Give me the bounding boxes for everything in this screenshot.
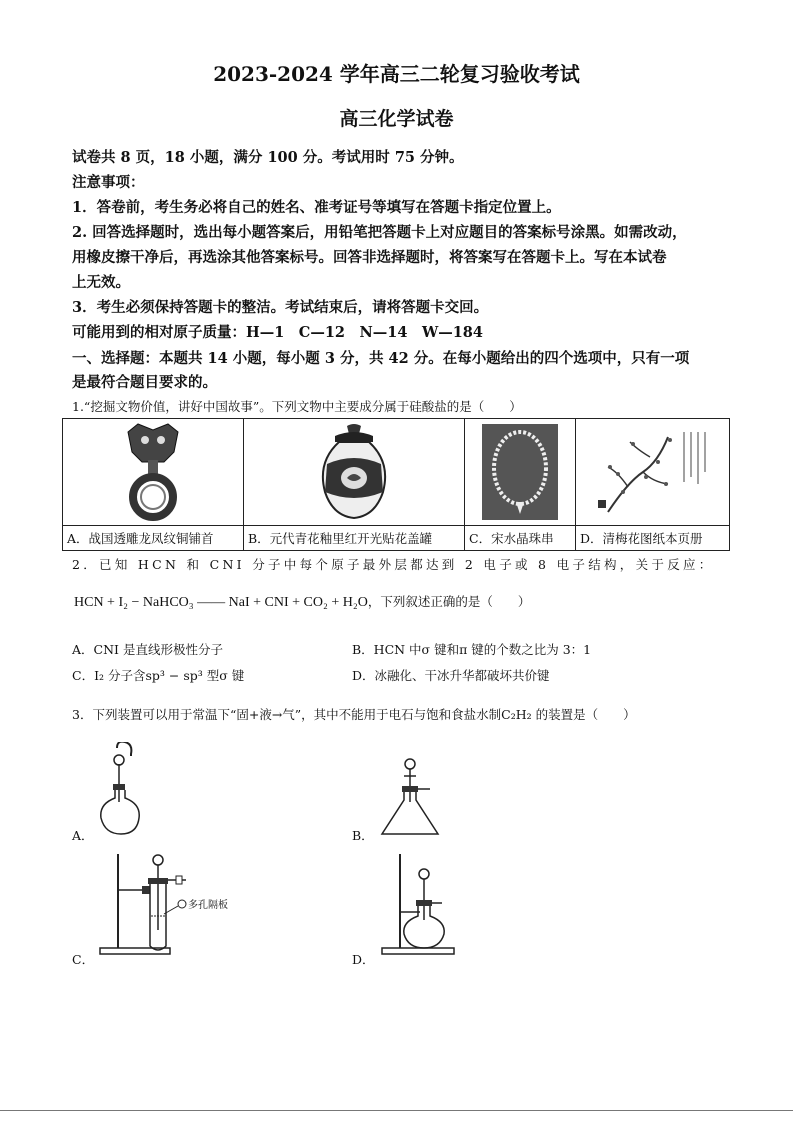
- q1-option-c-cell: [465, 419, 576, 551]
- exam-title: 2023-2024 学年高三二轮复习验收考试: [213, 62, 580, 86]
- q3-apparatus-a: [95, 742, 155, 841]
- q1-option-a: A．战国透雕龙凤纹铜铺首: [63, 525, 243, 550]
- q2-option-b: B．HCN 中σ 键和π 键的个数之比为 3：1: [352, 642, 592, 657]
- section-heading-line-2: 是最符合题目要求的。: [72, 374, 217, 391]
- q3-option-d-label: D．: [352, 952, 375, 967]
- notice-item-2-line-3: 上无效。: [72, 274, 130, 291]
- q1-option-c: C．宋水晶珠串: [465, 525, 575, 550]
- bronze-door-knocker-image: [63, 419, 243, 525]
- q1-option-b: B．元代青花釉里红开光贴花盖罐: [244, 525, 464, 550]
- notice-item-2-line-1: 2. 回答选择题时，选出每小题答案后，用铅笔把答题卡上对应题目的答案标号涂黑。如需改动，: [72, 224, 687, 241]
- notice-title: 注意事项：: [72, 174, 145, 191]
- q1-option-a-cell: [63, 419, 244, 551]
- q2-equation: HCN + I₂ − NaHCO₃ —— NaI + CNI + CO₂ + H₂O: [74, 595, 368, 610]
- notice-item-1: 1．答卷前，考生务必将自己的姓名、准考证号等填写在答题卡指定位置上。: [72, 199, 561, 216]
- q3-option-b-label: B．: [352, 828, 374, 843]
- exam-subtitle: 高三化学试卷: [339, 108, 454, 130]
- q3-apparatus-b: [376, 758, 446, 842]
- page-bottom-rule: [0, 1110, 793, 1111]
- q3-stem: 3．下列装置可以用于常温下“固+液→气”，其中不能用于电石与饱和食盐水制C₂H₂ 的装置是（ ）: [72, 707, 636, 722]
- notice-item-3: 3．考生必须保持答题卡的整洁。考试结束后，请将答题卡交回。: [72, 299, 489, 316]
- crystal-bead-string-image: [465, 419, 575, 525]
- q1-artifact-table: [62, 418, 730, 551]
- q3-option-a-label: A．: [72, 828, 94, 843]
- exam-info: 试卷共 8 页，18 小题，满分 100 分。考试用时 75 分钟。: [72, 149, 464, 166]
- q2-option-d: D．冰融化、干冰升华都破坏共价键: [352, 668, 550, 683]
- q1-stem: 1.“挖掘文物价值，讲好中国故事”。下列文物中主要成分属于硅酸盐的是（ ）: [72, 399, 522, 414]
- plum-blossom-painting-image: [576, 419, 729, 525]
- q1-option-d: D．清梅花图纸本页册: [576, 525, 729, 550]
- q1-option-d-cell: [576, 419, 730, 551]
- q2-option-c: C．I₂ 分子含sp³ − sp³ 型σ 键: [72, 668, 245, 683]
- q2-equation-tail: ，下列叙述正确的是（ ）: [367, 594, 531, 609]
- blue-white-jar-image: [244, 419, 464, 525]
- notice-item-2-line-2: 用橡皮擦干净后，再选涂其他答案标号。回答非选择题时，将答案写在答题卡上。写在本试卷: [72, 249, 667, 266]
- porous-plate-label: 多孔隔板: [188, 900, 228, 911]
- atomic-mass: 可能用到的相对原子质量：H—1 C—12 N—14 W—184: [72, 324, 483, 341]
- q3-apparatus-d: [376, 850, 466, 964]
- section-heading-line-1: 一、选择题：本题共 14 小题，每小题 3 分，共 42 分。在每小题给出的四个选项中，只有一项: [72, 350, 690, 367]
- q1-option-b-cell: [244, 419, 465, 551]
- q3-apparatus-c: [96, 850, 286, 964]
- q2-stem: 2．已知 HCN 和 CNI 分子中每个原子最外层都达到 2 电子或 8 电子结构，关于反应：: [72, 557, 715, 572]
- q3-option-c-label: C．: [72, 952, 95, 967]
- q2-option-a: A．CNI 是直线形极性分子: [72, 642, 223, 657]
